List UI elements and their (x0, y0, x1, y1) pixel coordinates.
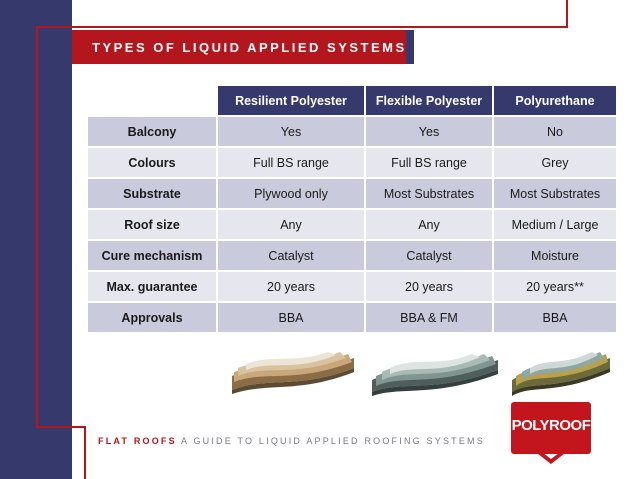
column-header: Flexible Polyester (366, 86, 492, 115)
table-cell: BBA & FM (366, 303, 492, 332)
table-cell: Grey (494, 148, 616, 177)
table-cell: Full BS range (366, 148, 492, 177)
table-row (88, 210, 618, 239)
table-row (88, 179, 618, 208)
table-row (88, 272, 618, 301)
frame-line-top (36, 26, 566, 28)
table-cell: Any (218, 210, 364, 239)
title-bar-shadow (406, 30, 414, 64)
table-cell: Medium / Large (494, 210, 616, 239)
table-cell: 20 years (218, 272, 364, 301)
table-cell: BBA (218, 303, 364, 332)
column-header: Resilient Polyester (218, 86, 364, 115)
table-cell: Most Substrates (366, 179, 492, 208)
row-label: Cure mechanism (88, 241, 216, 270)
frame-line-bottom (36, 426, 86, 428)
footer-text: A GUIDE TO LIQUID APPLIED ROOFING SYSTEMS (176, 436, 485, 446)
row-label: Max. guarantee (88, 272, 216, 301)
header-empty-cell (88, 86, 216, 115)
table-cell: Most Substrates (494, 179, 616, 208)
page-title: TYPES OF LIQUID APPLIED SYSTEMS (92, 39, 407, 55)
table-row (88, 117, 618, 146)
table-cell: Yes (218, 117, 364, 146)
resilient-polyester-layers-image (228, 350, 358, 398)
comparison-table (88, 86, 618, 334)
frame-line-left (36, 26, 38, 428)
table-cell: Full BS range (218, 148, 364, 177)
table-row (88, 241, 618, 270)
table-header-row (88, 86, 618, 115)
table-cell: BBA (494, 303, 616, 332)
row-label: Colours (88, 148, 216, 177)
table-cell: Any (366, 210, 492, 239)
table-row (88, 303, 618, 332)
table-cell: Moisture (494, 241, 616, 270)
row-label: Balcony (88, 117, 216, 146)
logo-text: POLYROOF (511, 417, 591, 434)
table-cell: 20 years (366, 272, 492, 301)
footer-brand: FLAT ROOFS (98, 436, 177, 446)
footer-caption (98, 436, 485, 446)
table-cell: Plywood only (218, 179, 364, 208)
column-header: Polyurethane (494, 86, 616, 115)
polyroof-logo (511, 402, 591, 468)
row-label: Approvals (88, 303, 216, 332)
row-label: Roof size (88, 210, 216, 239)
title-bar (72, 30, 406, 64)
table-cell: No (494, 117, 616, 146)
table-cell: Catalyst (366, 241, 492, 270)
table-cell: 20 years** (494, 272, 616, 301)
logo-chevron-icon (533, 450, 569, 466)
table-cell: Catalyst (218, 241, 364, 270)
table-cell: Yes (366, 117, 492, 146)
table-row (88, 148, 618, 177)
frame-line-top-right (566, 0, 568, 28)
polyurethane-layers-image (508, 350, 614, 398)
frame-line-bottom-drop (84, 426, 86, 479)
row-label: Substrate (88, 179, 216, 208)
flexible-polyester-layers-image (368, 350, 502, 398)
